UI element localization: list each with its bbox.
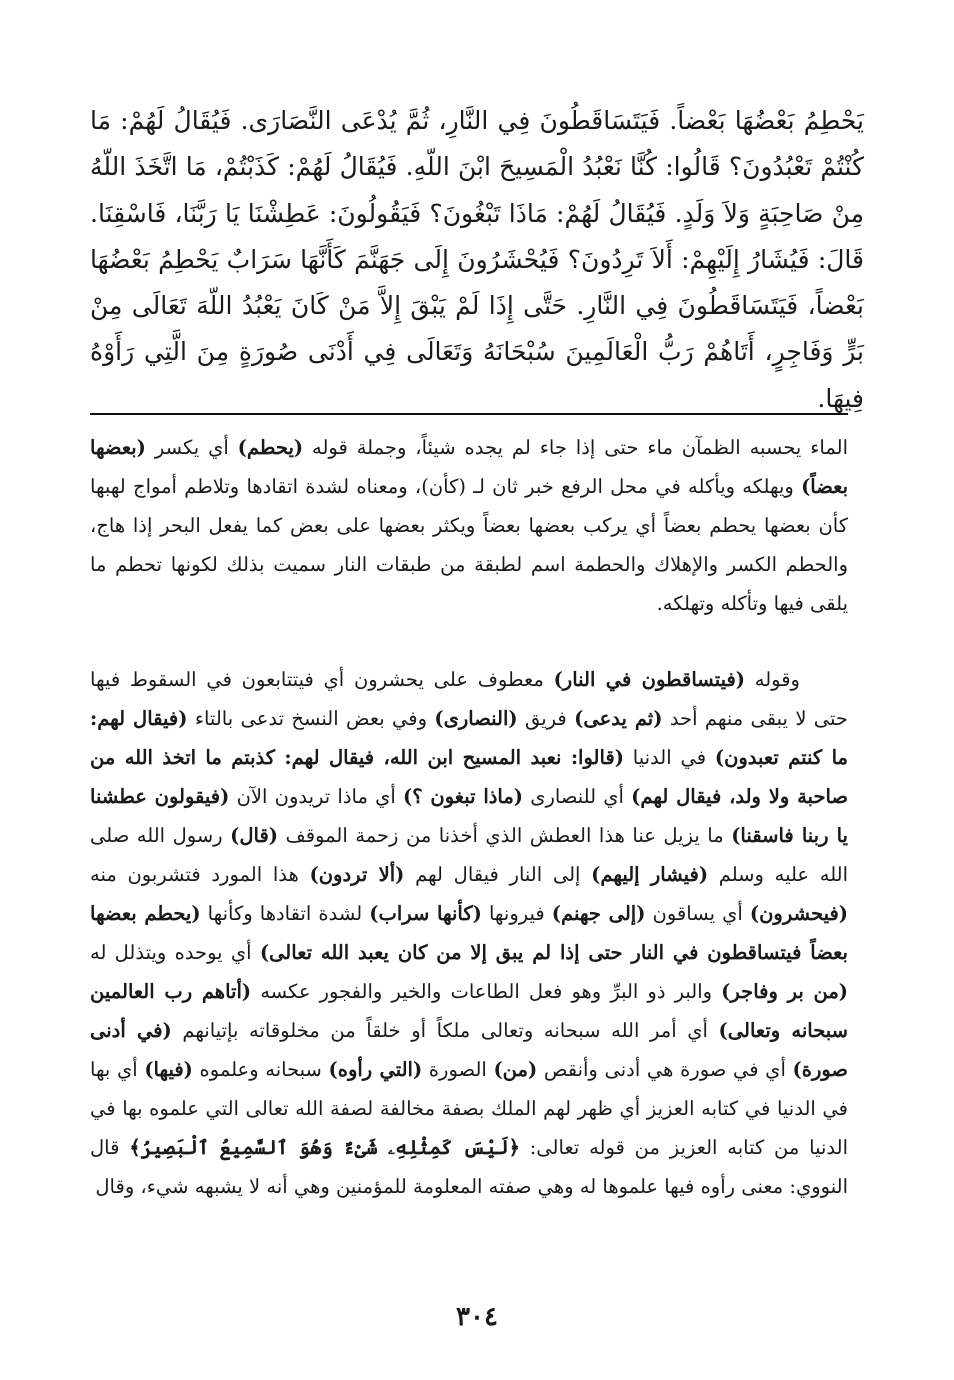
quoted-hadith-segment: (من بر وفاجر) (721, 980, 848, 1003)
quoted-hadith-segment: (إلى جهنم) (551, 902, 646, 925)
hadith-line: يَحْطِمُ بَعْضُهَا بَعْضاً. فَيَتَسَاقَطُونَ فِي النَّارِ، ثُمَّ يُدْعَى النَّصَارَى. فَيُقَالُ لَهُمْ: مَا (90, 106, 864, 135)
commentary-segment: أي في صورة هي أدنى وأنقص (537, 1058, 793, 1081)
quoted-hadith-segment: (بعضها بعضاً) (90, 436, 848, 498)
quoted-hadith-segment: (في أدنى صورة) (90, 1019, 848, 1081)
commentary-segment: فريق (517, 707, 575, 730)
commentary-segment: إلى النار فيقال لهم (404, 863, 592, 886)
hadith-line: قَالَ: فَيُشَارُ إِلَيْهِمْ: أَلاَ تَرِدُونَ؟ فَيُحْشَرُونَ إِلَى جَهَنَّمَ كَأَنَّهَا سَرَابٌ يَحْطِمُ بَعْضُهَا (90, 244, 864, 274)
separator-line (90, 413, 848, 415)
commentary-segment: ما يزيل عنا هذا العطش الذي أخذنا من زحمة الموقف (278, 824, 732, 847)
quoted-hadith-segment: (قالوا: نعبد المسيح ابن الله، فيقال لهم: كذبتم ما اتخذ الله من صاحبة ولا ولد، فيقال لهم) (90, 746, 848, 808)
commentary-segment: أي للنصارى (523, 785, 632, 808)
commentary-segment: ويهلكه ويأكله في محل الرفع خبر ثان لـ (كأن)، ومعناه لشدة اتقادها وتلاطم أمواج لهبها كأن بعضها يحطم بعضاً أي يركب بعضها بعضاً ويكثر بعضها على بعض كما يفعل البحر إذا هاج، والحطم الكسر والإهلاك والحطمة اسم لطبقة من طبقات النار سميت بذلك لكونها تحطم ما يلقى فيها وتأكله وتهلكه. (90, 475, 848, 615)
commentary-segment: قال النووي: معنى رأوه فيها علموها له وهي صفته المعلومة للمؤمنين وهي أنه لا يشبهه شيء، وقال (90, 1136, 848, 1198)
commentary-segment: سبحانه وعلموه (192, 1058, 329, 1081)
hadith-line: بَعْضاً، فَيَتَسَاقَطُونَ فِي النَّارِ. حَتَّى إِذَا لَمْ يَبْقَ إِلاَّ مَنْ كَانَ يَعْبُدُ اللّهَ تَعَالَى مِنْ بَرٍّ (90, 291, 864, 367)
commentary-segment: الماء يحسبه الظمآن ماء حتى إذا جاء لم يجده شيئاً، وجملة قوله (303, 436, 848, 459)
quoted-hadith-segment: (كأنها سراب) (369, 902, 482, 925)
quoted-hadith-segment: (فيتساقطون في النار) (553, 668, 746, 691)
commentary-segment: رسول الله صلى الله عليه وسلم (90, 824, 849, 886)
quoted-hadith-segment: ﴿لَيْسَ كَمِثْلِهِۦ شَىْءٌ وَهُوَ ٱلسَّمِيعُ ٱلْبَصِيرُ﴾ (129, 1136, 520, 1159)
quoted-hadith-segment: (فيقولون عطشنا يا ربنا فاسقنا) (90, 785, 848, 847)
quoted-hadith-segment: (قال) (230, 824, 278, 847)
commentary-segment: معطوف على يحشرون أي فيتتابعون في السقوط فيها حتى لا يبقى منهم أحد (90, 668, 848, 730)
commentary-segment: الصورة (422, 1058, 494, 1081)
quoted-hadith-segment: (فيحشرون) (749, 902, 849, 925)
commentary-segment: أي يوحده ويتذلل له (90, 941, 260, 964)
hadith-line: مِنْ صَاحِبَةٍ وَلاَ وَلَدٍ. فَيُقَالُ لَهُمْ: مَاذَا تَبْغُونَ؟ فَيَقُولُونَ: عَطِشْنَا يَا رَبَّنَا، فَاسْقِنَا. (90, 198, 864, 228)
quoted-hadith-segment: (التي رأوه) (328, 1058, 423, 1081)
quoted-hadith-segment: (فيها) (144, 1058, 193, 1081)
hadith-line: وَفَاجِرٍ، أَتَاهُمْ رَبُّ الْعَالَمِينَ سُبْحَانَهُ وَتَعَالَى فِي أَدْنَى صُورَةٍ مِنَ الَّتِي رَأَوْهُ فِيهَا. (90, 337, 864, 413)
quoted-hadith-segment: (يحطم بعضها بعضاً فيتساقطون في النار حتى إذا لم يبق إلا من كان يعبد الله تعالى) (90, 902, 848, 964)
commentary-segment: أي ماذا تريدون الآن (229, 785, 404, 808)
quoted-hadith-segment: (يحطم) (237, 436, 304, 459)
commentary-paragraph-2 (90, 660, 848, 1206)
commentary-segment: أي بها في الدنيا في كتابه العزيز أي ظهر لهم الملك بصفة مخالفة لصفة الله تعالى التي علموه بها في الدنيا من كتابه العزيز من قوله تعالى: (90, 1058, 848, 1159)
commentary-segment: أي يساقون (645, 902, 750, 925)
hadith-text (90, 98, 864, 422)
commentary-segment: وقوله (745, 668, 800, 691)
commentary-segment: أي أمر الله سبحانه وتعالى ملكاً أو خلقاً من مخلوقاته بإتيانهم (171, 1019, 719, 1042)
hadith-line: كُنْتُمْ تَعْبُدُونَ؟ قَالُوا: كُنَّا نَعْبُدُ الْمَسِيحَ ابْنَ اللّهِ. فَيُقَالُ لَهُمْ: كَذَبْتُمْ، مَا اتَّخَذَ اللّهُ (90, 152, 864, 182)
commentary-segment: أي يكسر (145, 436, 238, 459)
quoted-hadith-segment: (ألا تردون) (309, 863, 405, 886)
commentary-paragraph-1 (90, 428, 848, 623)
quoted-hadith-segment: (أتاهم رب العالمين سبحانه وتعالى) (90, 980, 848, 1042)
quoted-hadith-segment: (النصارى) (434, 707, 518, 730)
commentary-segment: فيرونها (481, 902, 552, 925)
quoted-hadith-segment: (ثم يدعى) (574, 707, 663, 730)
commentary-segment: في الدنيا (623, 746, 715, 769)
quoted-hadith-segment: (من) (493, 1058, 538, 1081)
commentary-segment: وفي بعض النسخ تدعى بالتاء (187, 707, 435, 730)
commentary-segment: لشدة اتقادها وكأنها (200, 902, 370, 925)
quoted-hadith-segment: (ماذا تبغون ؟) (403, 785, 524, 808)
commentary-segment: هذا المورد فتشربون منه (90, 863, 310, 886)
quoted-hadith-segment: (فيشار إليهم) (591, 863, 709, 886)
page-number: ٣٠٤ (456, 1302, 498, 1332)
commentary-segment: والبر ذو البرِّ وهو فعل الطاعات والخير والفجور عكسه (251, 980, 722, 1003)
quoted-hadith-segment: (فيقال لهم: ما كنتم تعبدون) (90, 707, 848, 769)
